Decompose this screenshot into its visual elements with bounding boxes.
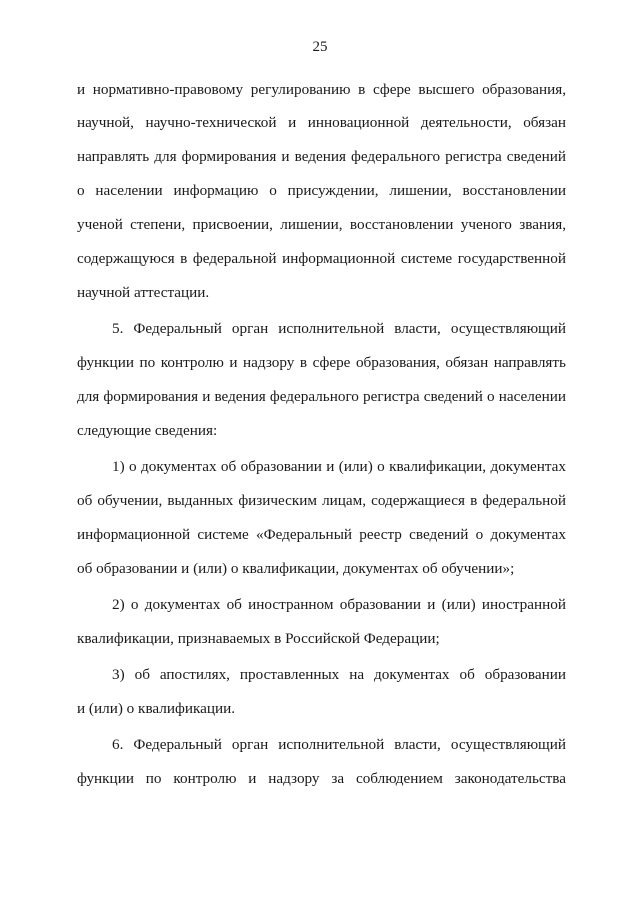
- item-3-first-line: 3) об апостилях, проставленных на документах об образовании: [112, 666, 566, 683]
- text-line: функции по контролю и надзору в сфере образования, обязан направлять: [77, 354, 566, 371]
- text-line: о населении информацию о присуждении, лишении, восстановлении: [77, 182, 566, 199]
- text-line: об обучении, выданных физическим лицам, содержащиеся в федеральной: [77, 492, 566, 509]
- text-line: информационной системе «Федеральный реестр сведений о документах: [77, 526, 566, 543]
- text-line: направлять для формирования и ведения федерального регистра сведений: [77, 148, 566, 165]
- text-line: ученой степени, присвоении, лишении, восстановлении ученого звания,: [77, 216, 566, 233]
- paragraph-5-first-line: 5. Федеральный орган исполнительной власти, осуществляющий: [112, 320, 566, 337]
- text-line: и (или) о квалификации.: [77, 700, 236, 717]
- text-line: квалификации, признаваемых в Российской Федерации;: [77, 630, 440, 647]
- paragraph-6-first-line: 6. Федеральный орган исполнительной власти, осуществляющий: [112, 736, 566, 753]
- item-2-first-line: 2) о документах об иностранном образовании и (или) иностранной: [112, 596, 566, 613]
- text-line: об образовании и (или) о квалификации, документах об обучении»;: [77, 560, 515, 577]
- text-line: научной аттестации.: [77, 284, 210, 301]
- text-line: и нормативно-правовому регулированию в сфере высшего образования,: [77, 81, 566, 98]
- text-line: для формирования и ведения федерального регистра сведений о населении: [77, 388, 566, 405]
- text-line: следующие сведения:: [77, 422, 218, 439]
- text-line: научной, научно-технической и инновационной деятельности, обязан: [77, 114, 566, 131]
- text-line: содержащуюся в федеральной информационной системе государственной: [77, 250, 566, 267]
- text-line: функции по контролю и надзору за соблюдением законодательства: [77, 770, 566, 787]
- page-number: 25: [312, 39, 328, 55]
- item-1-first-line: 1) о документах об образовании и (или) о квалификации, документах: [112, 458, 566, 475]
